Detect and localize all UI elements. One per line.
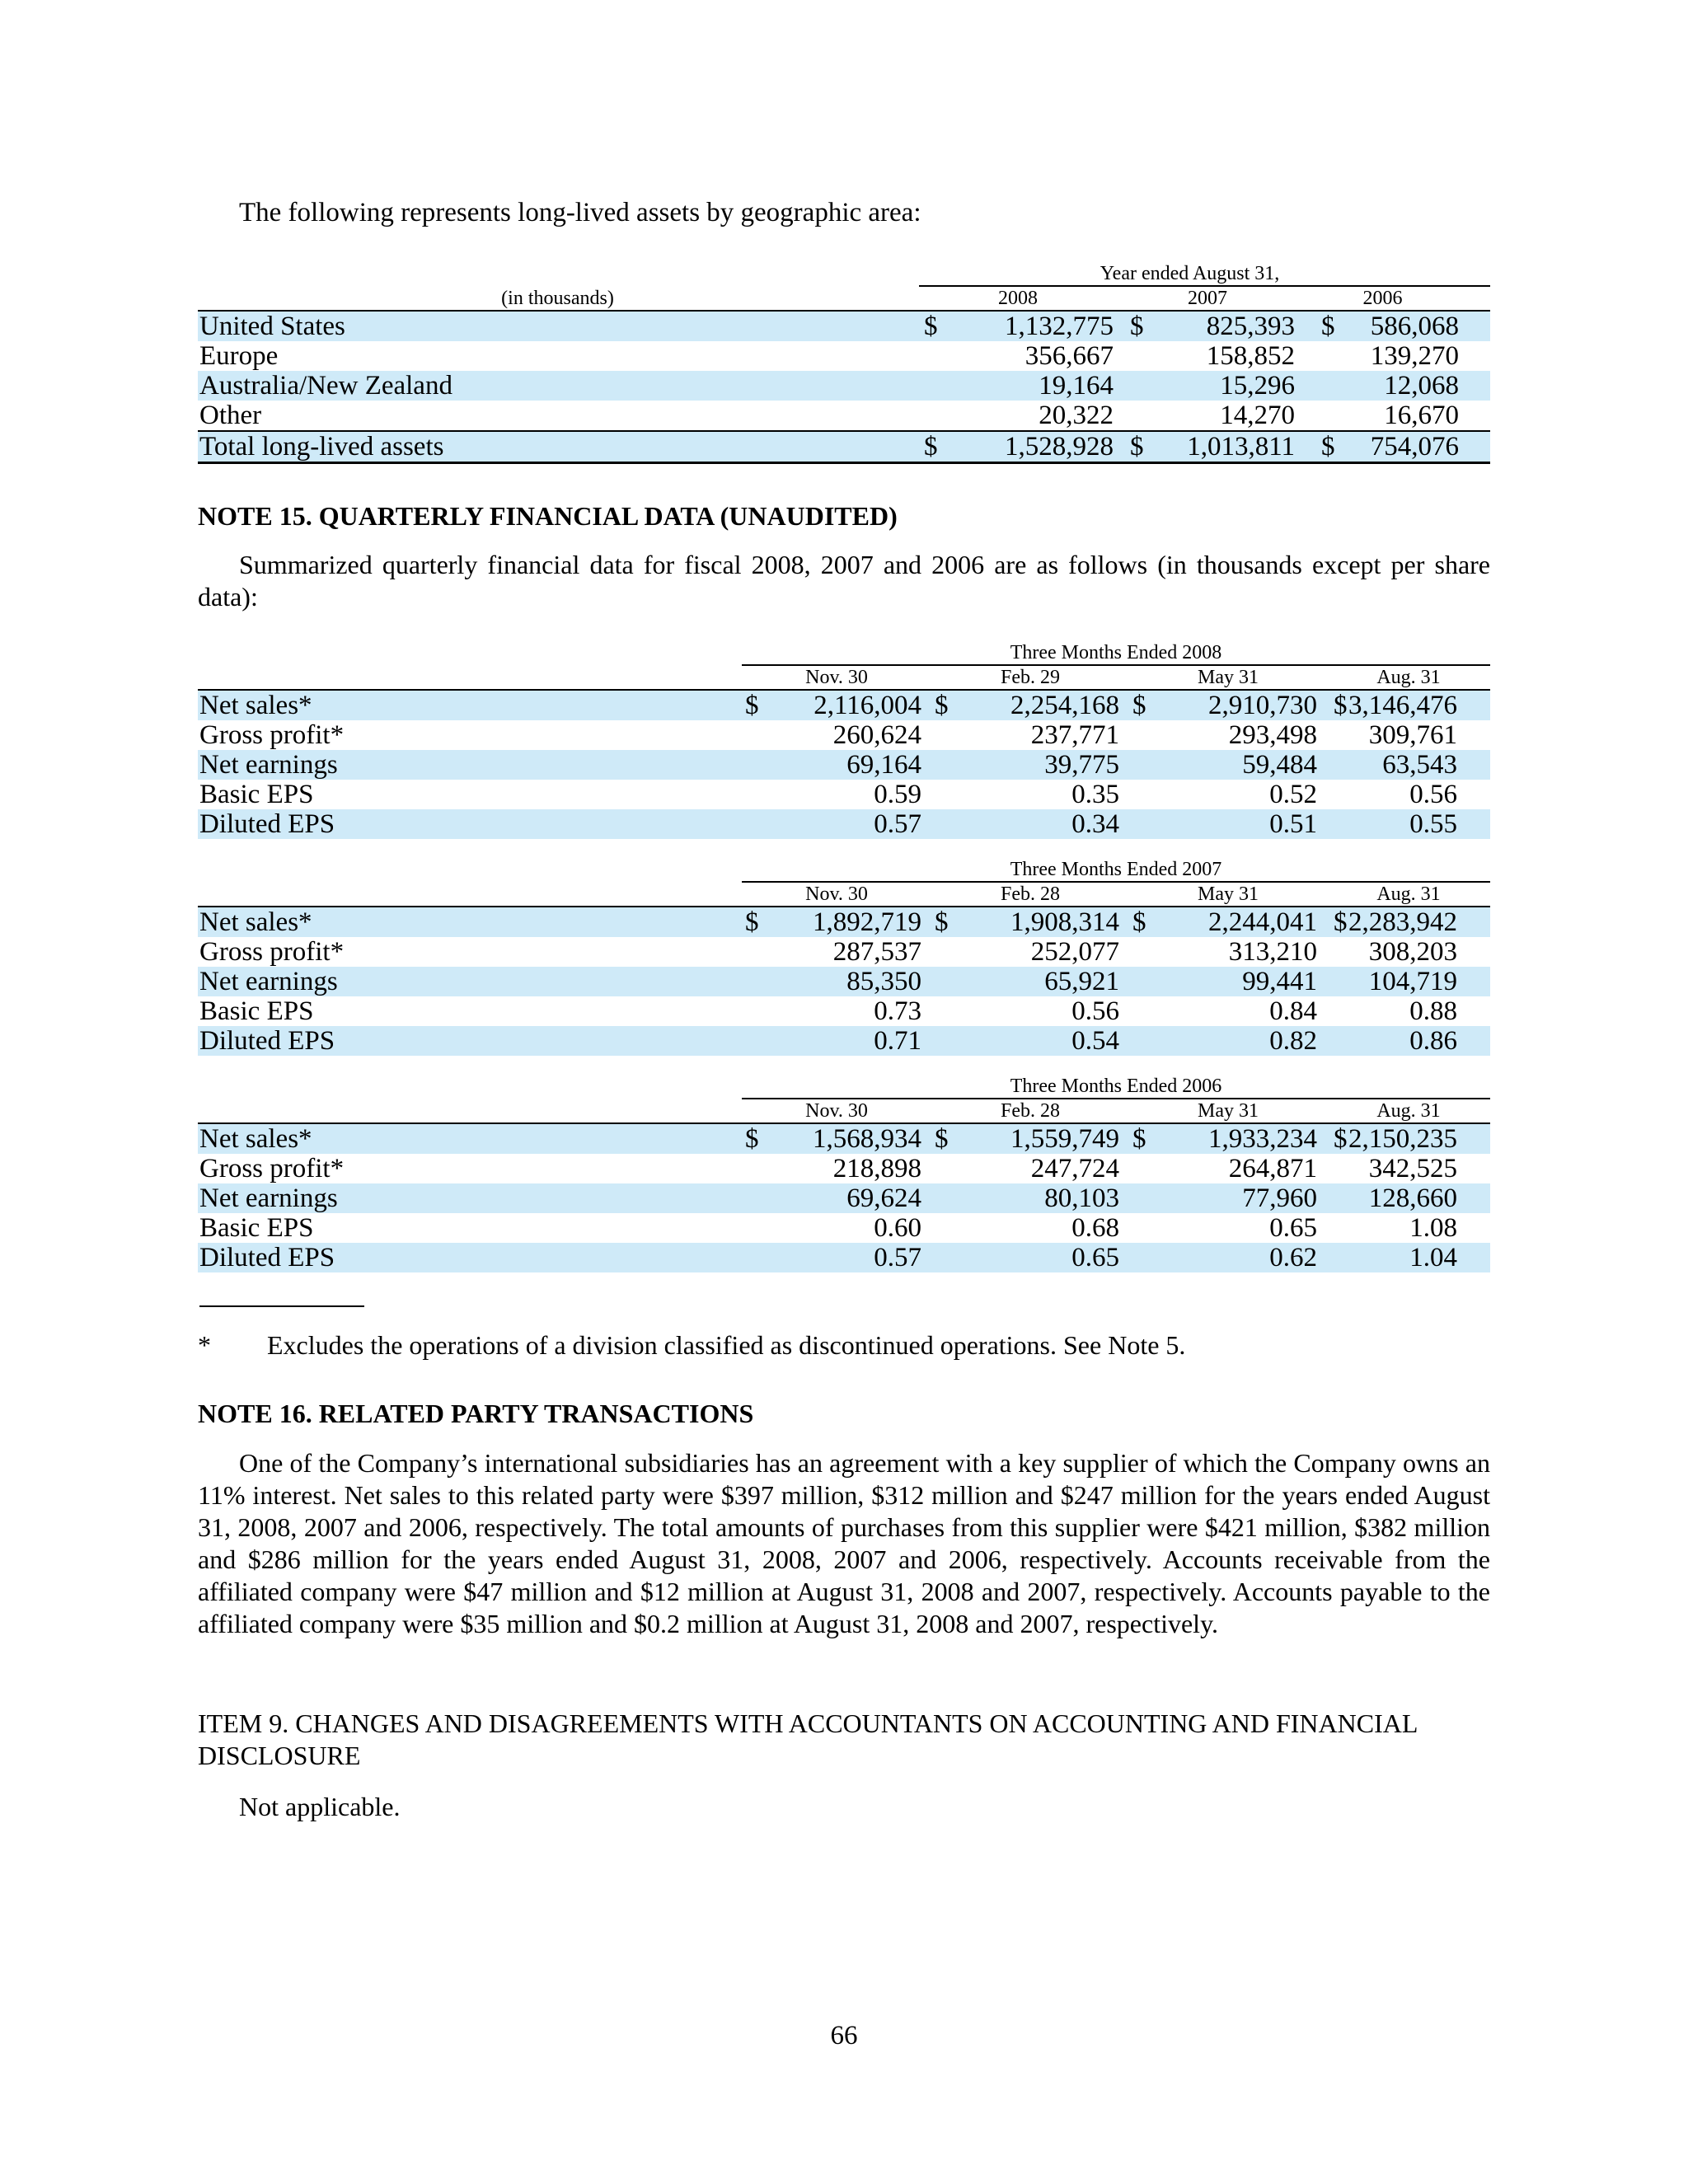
value-cell (931, 780, 1129, 809)
quarterly-table-1 (198, 858, 1490, 1056)
value-text: 0.65 (1269, 1213, 1317, 1243)
value-cell (742, 720, 931, 750)
row-label: Net sales* (198, 1123, 742, 1154)
quarter-header: Aug. 31 (1327, 1099, 1490, 1123)
currency-symbol: $ (1132, 907, 1146, 937)
long-lived-assets-table (198, 262, 1490, 464)
row-label: United States (198, 311, 919, 341)
value-cell (931, 1154, 1129, 1183)
quarter-header: Aug. 31 (1327, 882, 1490, 907)
value-text: 77,960 (1242, 1183, 1317, 1213)
value-cell (1117, 431, 1298, 463)
value-cell (1117, 311, 1298, 341)
value-cell (931, 907, 1129, 937)
value-cell (742, 907, 931, 937)
value-cell (1327, 1243, 1490, 1272)
intro-text: The following represents long-lived assets by geographic area: (239, 198, 921, 227)
table-row (198, 750, 1490, 780)
value-cell (931, 937, 1129, 967)
value-cell (1117, 371, 1298, 401)
year-header: 2008 (919, 286, 1117, 311)
value-text: 0.56 (1409, 780, 1457, 809)
currency-symbol: $ (1130, 312, 1144, 341)
value-text: 0.62 (1269, 1243, 1317, 1272)
value-cell (1129, 1183, 1327, 1213)
value-cell (919, 431, 1117, 463)
value-text: 260,624 (832, 720, 921, 750)
value-cell (1327, 1213, 1490, 1243)
value-text: 63,543 (1382, 750, 1457, 780)
value-text: 342,525 (1368, 1154, 1457, 1183)
value-text: 1.04 (1409, 1243, 1457, 1272)
quarterly-table-2 (198, 1075, 1490, 1272)
value-text: 356,667 (1025, 341, 1114, 371)
value-text: 586,068 (1370, 312, 1459, 341)
value-cell (1117, 401, 1298, 431)
value-text: 2,910,730 (1208, 691, 1317, 720)
table-row (198, 1213, 1490, 1243)
value-text: 309,761 (1368, 720, 1457, 750)
value-text: 1.08 (1409, 1213, 1457, 1243)
table-row (198, 401, 1490, 431)
value-cell (931, 1213, 1129, 1243)
value-text: 1,908,314 (1010, 907, 1119, 937)
value-text: 16,670 (1384, 401, 1459, 430)
value-cell (1129, 720, 1327, 750)
value-cell (1129, 937, 1327, 967)
table-row (198, 1243, 1490, 1272)
value-cell (1129, 809, 1327, 839)
currency-symbol: $ (1334, 1124, 1348, 1154)
value-cell (1298, 431, 1467, 463)
row-label: Basic EPS (199, 1213, 314, 1243)
value-text: 2,283,942 (1348, 907, 1457, 937)
value-text: 128,660 (1368, 1183, 1457, 1213)
table-row (198, 690, 1490, 720)
value-cell (742, 1123, 931, 1154)
value-cell (1327, 937, 1490, 967)
row-label: Total long-lived assets (198, 431, 919, 463)
value-cell (931, 690, 1129, 720)
value-cell (1129, 780, 1327, 809)
value-text: 1,568,934 (813, 1124, 921, 1154)
unit-label: (in thousands) (198, 286, 919, 311)
value-text: 754,076 (1370, 432, 1459, 462)
value-text: 0.84 (1269, 996, 1317, 1026)
value-cell (931, 1243, 1129, 1272)
value-cell (742, 1026, 931, 1056)
value-text: 39,775 (1044, 750, 1119, 780)
footnote-mark: * (198, 1330, 211, 1360)
row-label: Basic EPS (199, 780, 314, 809)
row-label: Other (199, 401, 262, 430)
value-cell (1327, 720, 1490, 750)
value-text: 825,393 (1206, 312, 1295, 341)
value-cell (931, 809, 1129, 839)
quarter-header: Feb. 28 (931, 1099, 1129, 1123)
table-row (198, 809, 1490, 839)
value-cell (931, 967, 1129, 996)
table-row (198, 996, 1490, 1026)
year-header: 2006 (1298, 286, 1467, 311)
value-cell (742, 937, 931, 967)
value-text: 2,116,004 (814, 691, 921, 720)
table-row (198, 937, 1490, 967)
table-row (198, 780, 1490, 809)
value-text: 0.82 (1269, 1026, 1317, 1056)
page-number: 66 (830, 2021, 858, 2050)
footnote-rule (199, 1305, 364, 1307)
currency-symbol: $ (1321, 312, 1335, 341)
value-cell (1129, 996, 1327, 1026)
quarter-header: Nov. 30 (742, 665, 931, 690)
value-text: 15,296 (1220, 371, 1295, 401)
row-label: Gross profit* (199, 720, 345, 750)
value-text: 20,322 (1039, 401, 1114, 430)
value-text: 264,871 (1228, 1154, 1317, 1183)
value-cell (919, 311, 1117, 341)
value-text: 218,898 (832, 1154, 921, 1183)
value-text: 69,624 (846, 1183, 921, 1213)
table-row (198, 371, 1490, 401)
value-text: 0.88 (1409, 996, 1457, 1026)
value-text: 252,077 (1030, 937, 1119, 967)
value-text: 80,103 (1044, 1183, 1119, 1213)
value-cell (742, 690, 931, 720)
value-cell (742, 1154, 931, 1183)
year-header: 2007 (1117, 286, 1298, 311)
table-row (198, 341, 1490, 371)
table-row (198, 311, 1490, 341)
row-label: Gross profit* (199, 937, 345, 967)
currency-symbol: $ (924, 312, 938, 341)
value-cell (1327, 1026, 1490, 1056)
value-cell (742, 1213, 931, 1243)
row-label: Diluted EPS (198, 1243, 742, 1272)
value-text: 158,852 (1206, 341, 1295, 371)
value-cell (1327, 780, 1490, 809)
value-cell (931, 996, 1129, 1026)
note16-paragraph: One of the Company’s international subsidiaries has an agreement with a key supplier of which the Company owns an 11% interest. Net sales to this related party were $397 million, $312 million and $247 million for the years ended August 31, 2008, 2007 and 2006, respectively. The total amounts of purchases from this supplier were $421 million, $382 million and $286 million for the years ended August 31, 2008, 2007 and 2006, respectively. Accounts receivable from the affiliated company were $47 million and $12 million at August 31, 2008 and 2007, respectively. Accounts payable to the affiliated company were $35 million and $0.2 million at August 31, 2008 and 2007, respectively. (198, 1448, 1490, 1638)
value-text: 293,498 (1228, 720, 1317, 750)
value-text: 1,528,928 (1005, 432, 1114, 462)
value-cell (1129, 1243, 1327, 1272)
row-label: Australia/New Zealand (198, 371, 919, 401)
value-cell (919, 371, 1117, 401)
value-cell (1327, 809, 1490, 839)
value-cell (919, 401, 1117, 431)
value-text: 287,537 (832, 937, 921, 967)
value-text: 85,350 (846, 967, 921, 996)
table-row (198, 967, 1490, 996)
note15-heading: NOTE 15. QUARTERLY FINANCIAL DATA (UNAUDITED) (198, 501, 898, 531)
value-text: 1,892,719 (813, 907, 921, 937)
value-text: 0.68 (1071, 1213, 1119, 1243)
value-text: 1,013,811 (1187, 432, 1295, 462)
value-cell (1327, 1123, 1490, 1154)
quarter-header: Feb. 28 (931, 882, 1129, 907)
value-cell (1117, 341, 1298, 371)
geo-super-header: Year ended August 31, (919, 262, 1490, 286)
value-cell (1327, 907, 1490, 937)
row-label: Net sales* (198, 690, 742, 720)
quarterly-table-0 (198, 641, 1490, 839)
value-cell (1129, 1154, 1327, 1183)
row-label: Diluted EPS (198, 1026, 742, 1056)
value-text: 237,771 (1030, 720, 1119, 750)
value-cell (931, 1183, 1129, 1213)
value-cell (1327, 1183, 1490, 1213)
item9-text: Not applicable. (239, 1792, 401, 1821)
currency-symbol: $ (745, 691, 759, 720)
value-text: 0.34 (1071, 809, 1119, 839)
currency-symbol: $ (745, 907, 759, 937)
note15-paragraph: Summarized quarterly financial data for fiscal 2008, 2007 and 2006 are as follows (in thousands except per share data): (198, 550, 1490, 612)
table-row (198, 1183, 1490, 1213)
currency-symbol: $ (935, 907, 949, 937)
quarter-header: May 31 (1129, 1099, 1327, 1123)
row-label: Basic EPS (199, 996, 314, 1026)
value-cell (1298, 371, 1467, 401)
quarterly-super-header: Three Months Ended 2008 (742, 641, 1490, 665)
table-row (198, 907, 1490, 937)
value-text: 2,244,041 (1208, 907, 1317, 937)
value-cell (742, 1183, 931, 1213)
value-text: 99,441 (1242, 967, 1317, 996)
currency-symbol: $ (1130, 432, 1144, 462)
value-cell (1298, 311, 1467, 341)
value-cell (1129, 1026, 1327, 1056)
currency-symbol: $ (935, 1124, 949, 1154)
value-text: 0.71 (874, 1026, 921, 1056)
value-text: 65,921 (1044, 967, 1119, 996)
row-label: Net earnings (198, 967, 742, 996)
currency-symbol: $ (1132, 691, 1146, 720)
quarter-header: May 31 (1129, 665, 1327, 690)
table-row (198, 431, 1490, 463)
value-text: 0.86 (1409, 1026, 1457, 1056)
value-cell (742, 967, 931, 996)
quarterly-super-header: Three Months Ended 2006 (742, 1075, 1490, 1099)
row-label: Diluted EPS (198, 809, 742, 839)
value-cell (1129, 690, 1327, 720)
value-cell (1327, 996, 1490, 1026)
value-text: 19,164 (1039, 371, 1114, 401)
currency-symbol: $ (935, 691, 949, 720)
row-label: Europe (199, 341, 279, 371)
value-text: 0.35 (1071, 780, 1119, 809)
currency-symbol: $ (1334, 691, 1348, 720)
value-text: 2,254,168 (1010, 691, 1119, 720)
item9-heading: ITEM 9. CHANGES AND DISAGREEMENTS WITH ACCOUNTANTS ON ACCOUNTING AND FINANCIAL DISCLOSURE (198, 1708, 1418, 1770)
value-text: 0.56 (1071, 996, 1119, 1026)
quarter-header: May 31 (1129, 882, 1327, 907)
value-text: 0.65 (1071, 1243, 1119, 1272)
quarter-header: Nov. 30 (742, 882, 931, 907)
value-cell (742, 809, 931, 839)
value-text: 1,933,234 (1208, 1124, 1317, 1154)
value-cell (1327, 967, 1490, 996)
table-row (198, 1123, 1490, 1154)
table-row (198, 1154, 1490, 1183)
value-text: 0.60 (874, 1213, 921, 1243)
note16-heading: NOTE 16. RELATED PARTY TRANSACTIONS (198, 1399, 754, 1428)
value-text: 2,150,235 (1348, 1124, 1457, 1154)
value-text: 0.54 (1071, 1026, 1119, 1056)
value-text: 0.73 (874, 996, 921, 1026)
currency-symbol: $ (924, 432, 938, 462)
currency-symbol: $ (1334, 907, 1348, 937)
value-text: 139,270 (1370, 341, 1459, 371)
value-text: 0.59 (874, 780, 921, 809)
value-text: 247,724 (1030, 1154, 1119, 1183)
value-text: 69,164 (846, 750, 921, 780)
row-label: Net earnings (198, 1183, 742, 1213)
value-text: 1,559,749 (1010, 1124, 1119, 1154)
value-cell (919, 341, 1117, 371)
quarterly-super-header: Three Months Ended 2007 (742, 858, 1490, 882)
value-cell (1327, 1154, 1490, 1183)
value-cell (742, 1243, 931, 1272)
value-text: 59,484 (1242, 750, 1317, 780)
footnote-text: Excludes the operations of a division classified as discontinued operations. See Note 5. (267, 1330, 1186, 1360)
row-label: Gross profit* (199, 1154, 345, 1183)
value-text: 0.52 (1269, 780, 1317, 809)
quarter-header: Feb. 29 (931, 665, 1129, 690)
row-label: Net earnings (198, 750, 742, 780)
value-cell (742, 996, 931, 1026)
value-text: 12,068 (1384, 371, 1459, 401)
currency-symbol: $ (1321, 432, 1335, 462)
row-label: Net sales* (198, 907, 742, 937)
value-text: 313,210 (1228, 937, 1317, 967)
value-cell (931, 1026, 1129, 1056)
value-text: 0.57 (874, 809, 921, 839)
value-cell (1327, 690, 1490, 720)
value-cell (742, 780, 931, 809)
value-text: 3,146,476 (1348, 691, 1457, 720)
value-cell (931, 720, 1129, 750)
table-row (198, 1026, 1490, 1056)
value-cell (742, 750, 931, 780)
value-cell (1129, 967, 1327, 996)
quarter-header: Aug. 31 (1327, 665, 1490, 690)
value-text: 308,203 (1368, 937, 1457, 967)
value-cell (1327, 750, 1490, 780)
table-row (198, 720, 1490, 750)
value-cell (1129, 907, 1327, 937)
value-text: 0.55 (1409, 809, 1457, 839)
value-text: 1,132,775 (1005, 312, 1114, 341)
currency-symbol: $ (745, 1124, 759, 1154)
value-text: 14,270 (1220, 401, 1295, 430)
value-cell (1298, 401, 1467, 431)
value-cell (1129, 750, 1327, 780)
value-cell (1129, 1123, 1327, 1154)
value-cell (1298, 341, 1467, 371)
value-cell (1129, 1213, 1327, 1243)
value-cell (931, 750, 1129, 780)
value-text: 104,719 (1368, 967, 1457, 996)
quarter-header: Nov. 30 (742, 1099, 931, 1123)
value-cell (931, 1123, 1129, 1154)
currency-symbol: $ (1132, 1124, 1146, 1154)
value-text: 0.57 (874, 1243, 921, 1272)
value-text: 0.51 (1269, 809, 1317, 839)
